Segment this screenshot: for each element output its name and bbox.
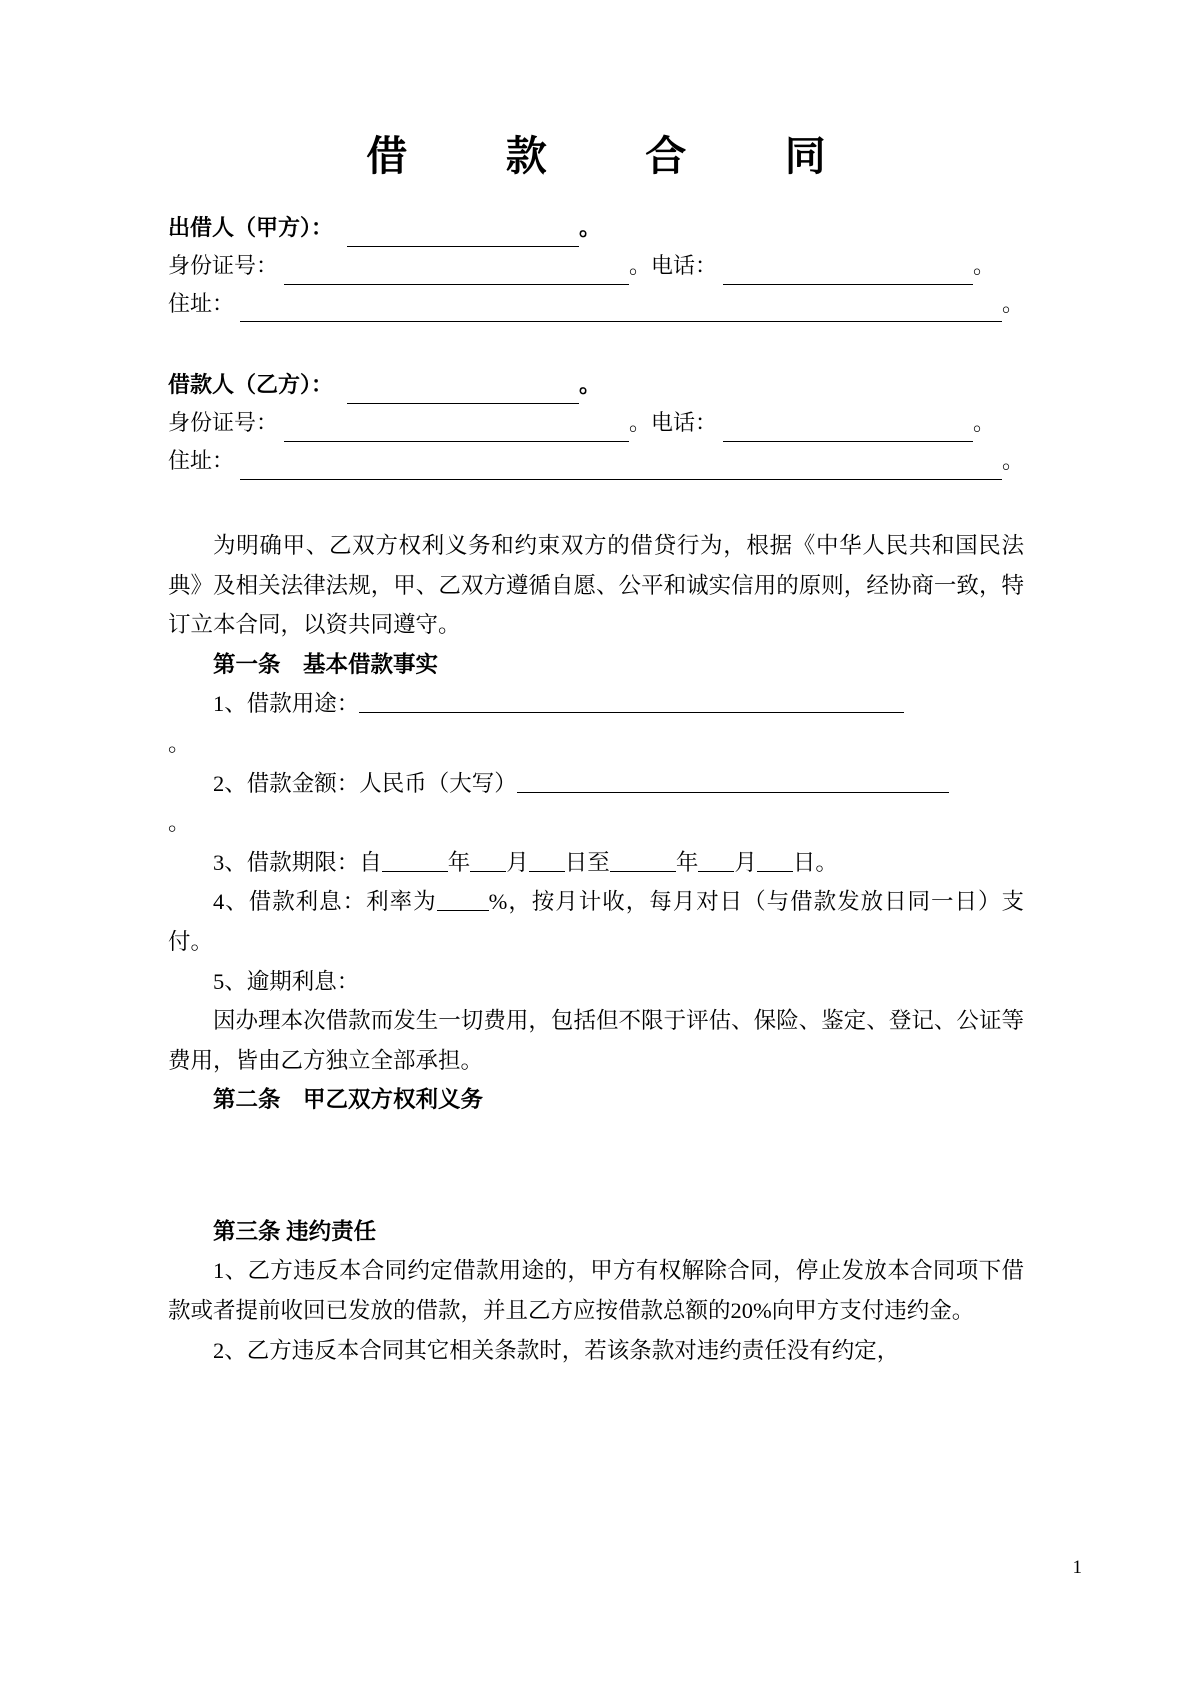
article-1-fees-paragraph: 因办理本次借款而发生一切费用，包括但不限于评估、保险、鉴定、登记、公证等费用，皆由乙方独立全部承担。 [168, 1008, 1024, 1073]
borrower-id-phone-row [168, 404, 1024, 442]
page-number: 1 [1072, 1557, 1082, 1578]
borrower-id-blank[interactable] [284, 416, 629, 442]
lender-id-phone-row [168, 247, 1024, 285]
article-2-empty-body [168, 1120, 1024, 1212]
lender-address-label: 住址： [168, 290, 235, 316]
article-1-item-2 [168, 764, 1024, 804]
lender-name-blank[interactable] [347, 221, 579, 247]
article-3-title: 第三条 违约责任 [213, 1218, 377, 1244]
lender-name-period: 。 [579, 215, 602, 240]
loan-term-year2-label: 年 [675, 849, 699, 875]
borrower-label: 借款人（乙方）： [168, 372, 334, 398]
loan-term-year1-label: 年 [447, 849, 471, 875]
borrower-phone-label: 电话： [651, 410, 718, 436]
borrower-phone-blank[interactable] [723, 416, 973, 442]
borrower-name-blank[interactable] [347, 378, 579, 404]
borrower-address-period: 。 [1001, 448, 1024, 474]
interest-suffix: %，按月计收，每月对日（与借款发放日同一日）支付。 [168, 889, 1024, 954]
article-3-item-1: 1、乙方违反本合同约定借款用途的，甲方有权解除合同，停止发放本合同项下借款或者提前收回已发放的借款，并且乙方应按借款总额的20%向甲方支付违约金。 [168, 1258, 1024, 1324]
loan-amount-label: 2、借款金额：人民币（大写） [213, 770, 517, 796]
loan-term-day1-label: 日至 [564, 849, 610, 875]
loan-term-month1-label: 月 [506, 849, 529, 875]
interest-rate-blank[interactable] [437, 910, 489, 911]
page-content [168, 0, 1024, 1370]
lender-phone-period: 。 [973, 252, 996, 278]
lender-address-period: 。 [1001, 290, 1024, 316]
article-1-item-4 [168, 882, 1024, 961]
loan-term-end-month-blank[interactable] [698, 871, 734, 872]
lender-phone-blank[interactable] [723, 258, 973, 284]
loan-purpose-blank[interactable] [359, 712, 904, 713]
lender-party-block [168, 209, 1024, 322]
lender-id-label: 身份证号： [168, 252, 279, 278]
article-2-title: 第二条 甲乙双方权利义务 [213, 1087, 484, 1113]
loan-amount-period: 。 [168, 810, 191, 836]
page-title: 借 款 合 同 [366, 133, 852, 179]
borrower-address-blank[interactable] [240, 454, 1002, 480]
borrower-id-period: 。 [629, 410, 652, 436]
lender-address-row [168, 285, 1024, 323]
loan-term-start-year-blank[interactable] [382, 871, 448, 872]
loan-amount-blank[interactable] [517, 792, 949, 793]
article-3-item-2: 2、乙方违反本合同其它相关条款时，若该条款对违约责任没有约定， [213, 1337, 900, 1363]
article-1-item-1 [168, 684, 1024, 724]
borrower-party-block [168, 366, 1024, 479]
lender-heading-row [168, 209, 1024, 247]
article-1-title: 第一条 基本借款事实 [213, 651, 439, 677]
borrower-phone-period: 。 [973, 410, 996, 436]
loan-term-prefix: 3、借款期限：自 [213, 849, 382, 875]
lender-id-period: 。 [629, 252, 652, 278]
lender-id-blank[interactable] [284, 258, 629, 284]
borrower-name-period: 。 [579, 372, 602, 398]
lender-address-blank[interactable] [240, 296, 1002, 322]
loan-term-month2-label: 月 [734, 849, 757, 875]
borrower-heading-row [168, 366, 1024, 404]
loan-term-day2-label: 日。 [792, 849, 838, 875]
article-1-item-3 [168, 843, 1024, 883]
loan-purpose-label: 1、借款用途： [213, 691, 360, 717]
loan-term-end-year-blank[interactable] [610, 871, 676, 872]
lender-label: 出借人（甲方）： [168, 215, 334, 240]
preamble-paragraph: 为明确甲、乙双方权利义务和约束双方的借贷行为，根据《中华人民共和国民法典》及相关法律法规，甲、乙双方遵循自愿、公平和诚实信用的原则，经协商一致，特订立本合同，以资共同遵守。 [168, 532, 1024, 638]
borrower-address-row [168, 442, 1024, 480]
borrower-id-label: 身份证号： [168, 410, 279, 436]
lender-phone-label: 电话： [651, 252, 718, 278]
loan-term-end-day-blank[interactable] [757, 871, 793, 872]
loan-term-start-day-blank[interactable] [529, 871, 565, 872]
borrower-address-label: 住址： [168, 448, 235, 474]
loan-term-start-month-blank[interactable] [470, 871, 506, 872]
interest-prefix: 4、借款利息：利率为 [213, 889, 437, 915]
loan-purpose-period: 。 [168, 730, 191, 756]
article-1-item-5: 5、逾期利息： [213, 968, 360, 994]
